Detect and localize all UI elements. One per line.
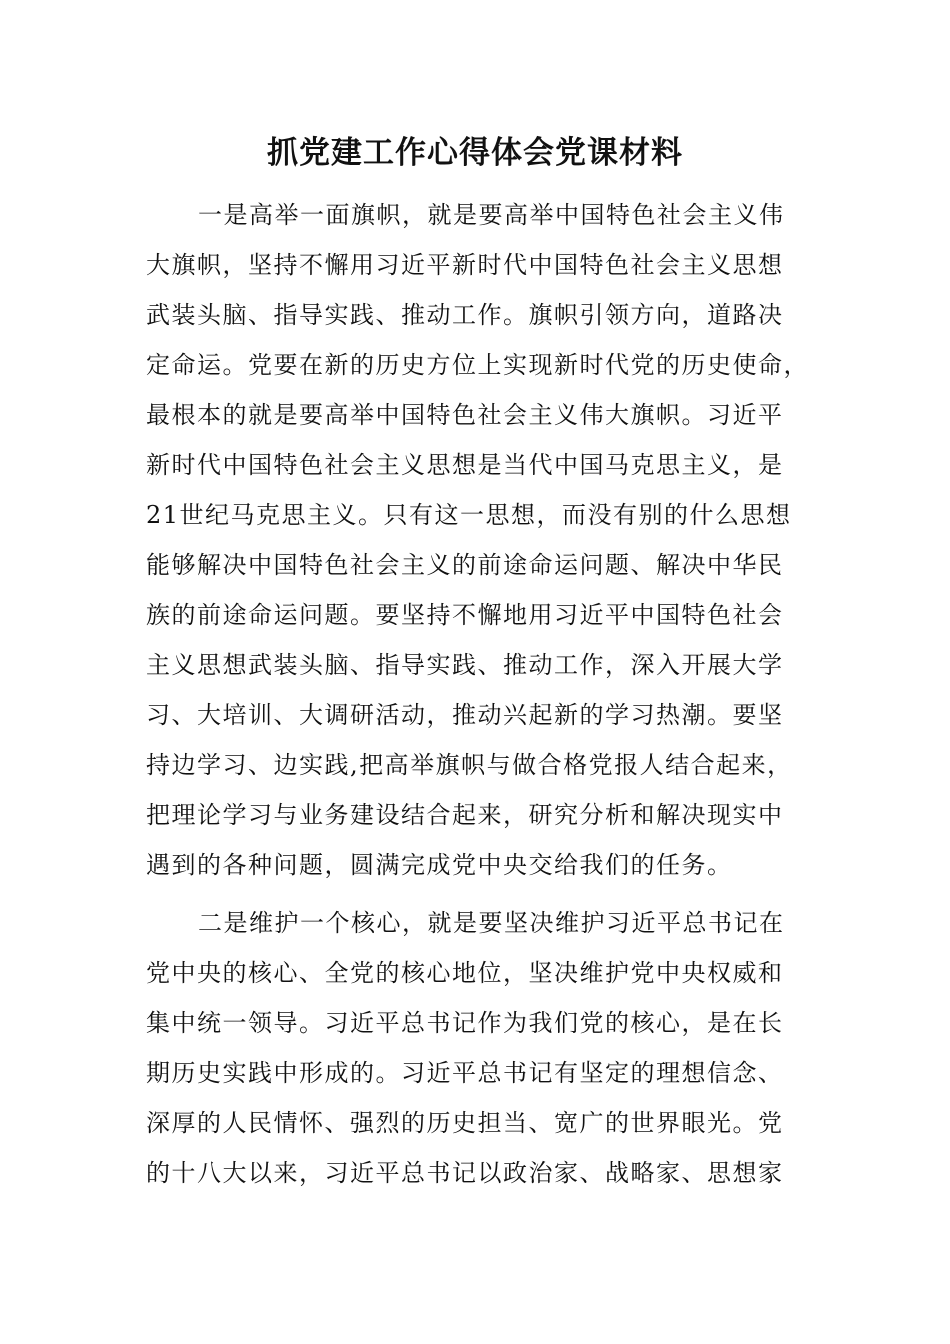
text-line: 习、大培训、大调研活动，推动兴起新的学习热潮。要坚 — [146, 701, 784, 729]
text-line: 党中央的核心、全党的核心地位，坚决维护党中央权威和 — [146, 959, 784, 987]
text-line: 族的前途命运问题。要坚持不懈地用习近平中国特色社会 — [146, 601, 784, 629]
text-line: 一是高举一面旗帜，就是要高举中国特色社会主义伟 — [198, 201, 785, 229]
text-line: 21世纪马克思主义。只有这一思想，而没有别的什么思想 — [146, 501, 792, 529]
text-line: 把理论学习与业务建设结合起来，研究分析和解决现实中 — [146, 801, 784, 829]
text-line: 持边学习、边实践,把高举旗帜与做合格党报人结合起来， — [146, 751, 793, 779]
text-line: 主义思想武装头脑、指导实践、推动工作，深入开展大学 — [146, 651, 784, 679]
text-line: 大旗帜，坚持不懈用习近平新时代中国特色社会主义思想 — [146, 251, 784, 279]
text-line: 期历史实践中形成的。习近平总书记有坚定的理想信念、 — [146, 1059, 784, 1087]
text-line: 定命运。党要在新的历史方位上实现新时代党的历史使命， — [146, 351, 809, 379]
paragraph-2 — [146, 898, 796, 1198]
text-line: 能够解决中国特色社会主义的前途命运问题、解决中华民 — [146, 551, 784, 579]
document-title: 抓党建工作心得体会党课材料 — [267, 135, 683, 171]
text-line: 集中统一领导。习近平总书记作为我们党的核心，是在长 — [146, 1009, 784, 1037]
text-line: 二是维护一个核心，就是要坚决维护习近平总书记在 — [198, 909, 785, 937]
text-line: 最根本的就是要高举中国特色社会主义伟大旗帜。习近平 — [146, 401, 784, 429]
text-line: 遇到的各种问题，圆满完成党中央交给我们的任务。 — [146, 851, 733, 879]
paragraph-1 — [146, 190, 809, 890]
text-line: 的十八大以来，习近平总书记以政治家、战略家、思想家 — [146, 1159, 784, 1187]
text-line: 新时代中国特色社会主义思想是当代中国马克思主义，是 — [146, 451, 784, 479]
text-line: 武装头脑、指导实践、推动工作。旗帜引领方向，道路决 — [146, 301, 784, 329]
text-line: 深厚的人民情怀、强烈的历史担当、宽广的世界眼光。党 — [146, 1109, 784, 1137]
